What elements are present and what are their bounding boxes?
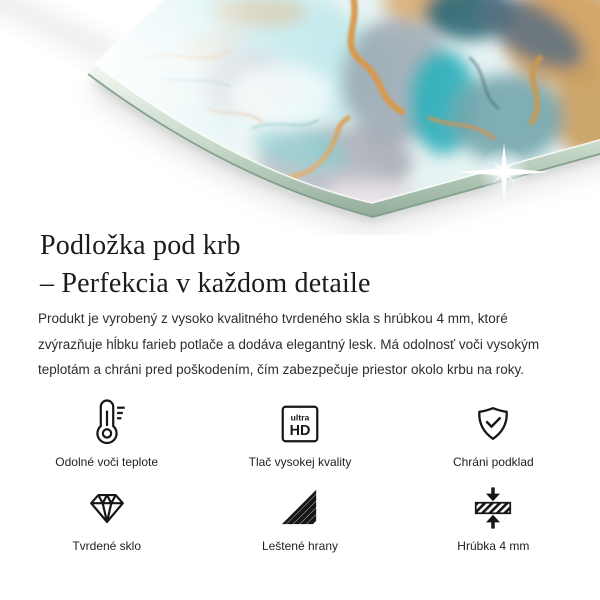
features-grid — [10, 399, 590, 553]
product-photo — [0, 0, 600, 235]
product-description: Produkt je vyrobený z vysoko kvalitného tvrdeného skla s hrúbkou 4 mm, ktoré zvýrazňuje hĺbku farieb potlače a dodáva elegantný lesk. Má odolnosť voči vysokým teplotám a chráni pred poškodením, čím zabezpečuje priestor okolo krbu na roky. — [38, 311, 540, 377]
feature-print-quality — [203, 399, 396, 469]
svg-text:ultra: ultra — [290, 412, 310, 423]
feature-label: Tvrdené sklo — [72, 539, 142, 553]
feature-label: Leštené hrany — [261, 539, 339, 553]
ultra-hd-icon — [277, 399, 323, 449]
feature-label: Tlač vysokej kvality — [248, 455, 352, 469]
diamond-icon — [84, 483, 130, 533]
page-title — [40, 227, 371, 303]
feature-protects-surface — [397, 399, 590, 469]
feature-heat-resistant — [10, 399, 203, 469]
thickness-icon — [470, 483, 516, 533]
thermometer-icon — [84, 399, 130, 449]
title-line-2: – Perfekcia v každom detaile — [40, 268, 371, 299]
title-line-1: Podložka pod krb — [40, 230, 241, 261]
feature-tempered-glass — [10, 483, 203, 553]
shield-check-icon — [470, 399, 516, 449]
feature-polished-edges — [203, 483, 396, 553]
glass-panel-illustration — [0, 0, 600, 235]
polished-edges-icon — [277, 483, 323, 533]
feature-label: Chráni podklad — [452, 455, 534, 469]
feature-label: Hrúbka 4 mm — [457, 539, 530, 553]
svg-text:HD: HD — [289, 423, 311, 440]
feature-label: Odolné voči teplote — [55, 455, 159, 469]
feature-thickness — [397, 483, 590, 553]
